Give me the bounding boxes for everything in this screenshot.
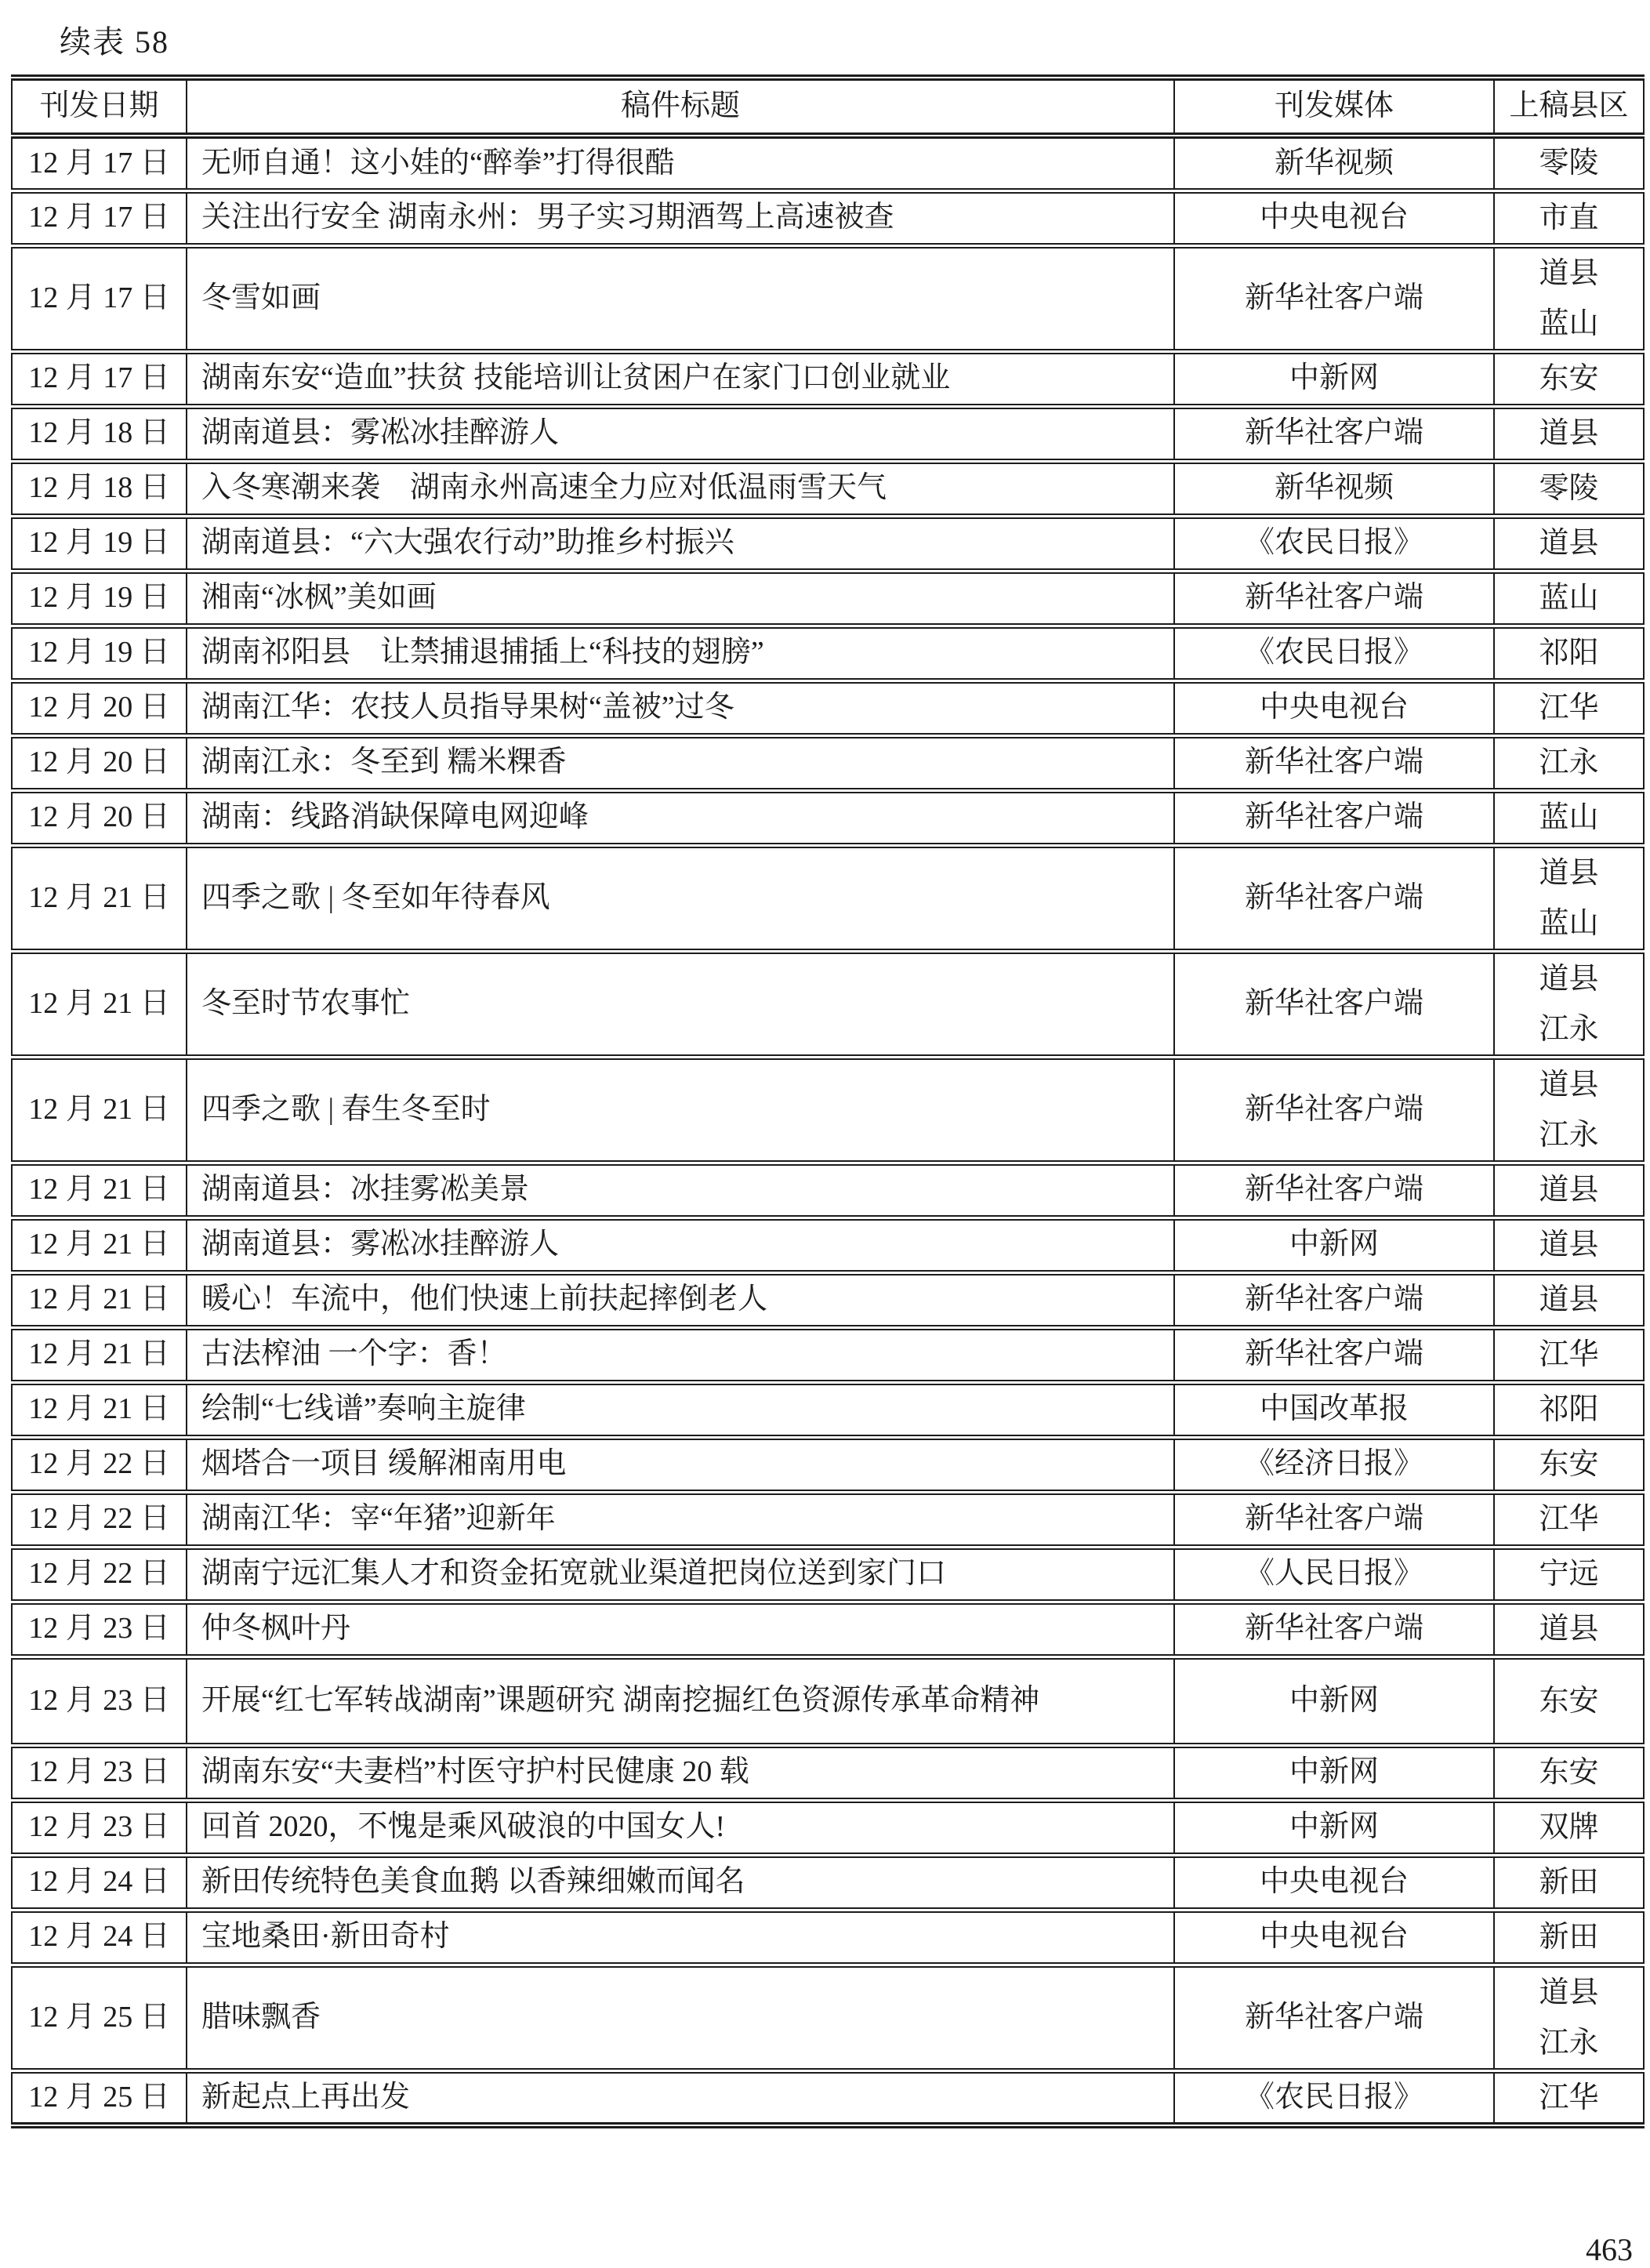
media-cell: 新华社客户端 [1174, 951, 1494, 1057]
county-line: 江永 [1539, 1012, 1599, 1046]
county-cell [1494, 1602, 1644, 1657]
title-cell: 湖南：线路消缺保障电网迎峰 [187, 790, 1174, 845]
table-row [12, 1910, 1644, 1965]
media-cell: 新华社客户端 [1174, 735, 1494, 790]
table-row [12, 626, 1644, 680]
county-line: 道县 [1539, 1613, 1599, 1646]
title-cell: 新起点上再出发 [187, 2070, 1174, 2125]
county-line: 零陵 [1539, 472, 1599, 505]
title-cell: 湖南宁远汇集人才和资金拓宽就业渠道把岗位送到家门口 [187, 1547, 1174, 1602]
date-cell: 12 月 17 日 [12, 136, 187, 191]
title-cell: 绘制“七线谱”奏响主旋律 [187, 1382, 1174, 1437]
county-line: 蓝山 [1539, 582, 1599, 615]
media-cell: 新华社客户端 [1174, 845, 1494, 951]
county-cell [1494, 461, 1644, 516]
table-row [12, 191, 1644, 245]
county-line: 东安 [1539, 1756, 1599, 1789]
county-cell [1494, 735, 1644, 790]
title-cell: 湖南江华：宰“年猪”迎新年 [187, 1492, 1174, 1547]
county-line: 道县 [1539, 1283, 1599, 1316]
table-row [12, 1602, 1644, 1657]
title-cell: 仲冬枫叶丹 [187, 1602, 1174, 1657]
county-line: 江华 [1539, 691, 1599, 724]
county-cell [1494, 1965, 1644, 2070]
title-cell: 湖南江永：冬至到 糯米粿香 [187, 735, 1174, 790]
table-row [12, 1855, 1644, 1910]
table-row [12, 1163, 1644, 1217]
date-cell: 12 月 22 日 [12, 1437, 187, 1492]
county-cell [1494, 1910, 1644, 1965]
media-cell: 《经济日报》 [1174, 1437, 1494, 1492]
county-line: 双牌 [1539, 1811, 1599, 1844]
title-cell: 古法榨油 一个字：香！ [187, 1327, 1174, 1382]
county-cell [1494, 790, 1644, 845]
date-cell: 12 月 25 日 [12, 2070, 187, 2125]
county-line: 道县 [1539, 962, 1599, 996]
title-cell: 冬雪如画 [187, 245, 1174, 351]
media-cell: 新华社客户端 [1174, 406, 1494, 461]
title-cell: 腊味飘香 [187, 1965, 1174, 2070]
county-cell [1494, 2070, 1644, 2125]
header-row [12, 78, 1644, 136]
county-cell [1494, 191, 1644, 245]
media-cell: 《农民日报》 [1174, 626, 1494, 680]
date-cell: 12 月 19 日 [12, 626, 187, 680]
title-cell: 湖南东安“夫妻档”村医守护村民健康 20 载 [187, 1745, 1174, 1800]
county-line: 祁阳 [1539, 637, 1599, 670]
media-cell: 中央电视台 [1174, 680, 1494, 735]
title-cell: 暖心！车流中，他们快速上前扶起摔倒老人 [187, 1272, 1174, 1327]
table-row [12, 1965, 1644, 2070]
date-cell: 12 月 21 日 [12, 951, 187, 1057]
title-cell: 冬至时节农事忙 [187, 951, 1174, 1057]
date-cell: 12 月 21 日 [12, 1057, 187, 1163]
county-line: 道县 [1539, 1068, 1599, 1101]
media-cell: 中央电视台 [1174, 1855, 1494, 1910]
date-cell: 12 月 20 日 [12, 680, 187, 735]
county-line: 江华 [1539, 1503, 1599, 1536]
table-row [12, 1657, 1644, 1745]
col-header-media: 刊发媒体 [1174, 78, 1494, 136]
county-line: 道县 [1539, 256, 1599, 290]
media-cell: 新华视频 [1174, 136, 1494, 191]
media-cell: 中新网 [1174, 1745, 1494, 1800]
table-row [12, 1057, 1644, 1163]
county-line: 新田 [1539, 1921, 1599, 1954]
date-cell: 12 月 18 日 [12, 461, 187, 516]
county-cell [1494, 571, 1644, 626]
table-row [12, 1272, 1644, 1327]
table-row [12, 951, 1644, 1057]
county-line: 江华 [1539, 2081, 1599, 2114]
county-line: 道县 [1539, 856, 1599, 890]
table-row [12, 2070, 1644, 2125]
table-continuation-label: 续表 58 [60, 24, 169, 60]
table-row [12, 516, 1644, 571]
table-row [12, 1800, 1644, 1855]
county-line: 道县 [1539, 417, 1599, 450]
county-line: 市直 [1539, 201, 1599, 234]
media-cell: 《人民日报》 [1174, 1547, 1494, 1602]
table-row [12, 571, 1644, 626]
media-cell: 新华社客户端 [1174, 571, 1494, 626]
county-cell [1494, 516, 1644, 571]
table-row [12, 136, 1644, 191]
date-cell: 12 月 21 日 [12, 1382, 187, 1437]
county-cell [1494, 626, 1644, 680]
county-line: 江华 [1539, 1338, 1599, 1371]
media-cell: 《农民日报》 [1174, 2070, 1494, 2125]
media-cell: 中央电视台 [1174, 191, 1494, 245]
media-cell: 中新网 [1174, 351, 1494, 406]
table-row [12, 845, 1644, 951]
date-cell: 12 月 21 日 [12, 1163, 187, 1217]
title-cell: 湖南道县：“六大强农行动”助推乡村振兴 [187, 516, 1174, 571]
table-body [12, 136, 1644, 2125]
date-cell: 12 月 21 日 [12, 1272, 187, 1327]
date-cell: 12 月 21 日 [12, 845, 187, 951]
date-cell: 12 月 23 日 [12, 1657, 187, 1745]
media-cell: 新华社客户端 [1174, 1057, 1494, 1163]
date-cell: 12 月 17 日 [12, 191, 187, 245]
table-row [12, 1382, 1644, 1437]
county-cell [1494, 1272, 1644, 1327]
county-line: 东安 [1539, 362, 1599, 395]
title-cell: 新田传统特色美食血鹅 以香辣细嫩而闻名 [187, 1855, 1174, 1910]
county-cell [1494, 680, 1644, 735]
county-line: 蓝山 [1539, 801, 1599, 834]
county-cell [1494, 1657, 1644, 1745]
table-row [12, 1492, 1644, 1547]
col-header-county: 上稿县区 [1494, 78, 1644, 136]
county-cell [1494, 1745, 1644, 1800]
county-line: 祁阳 [1539, 1393, 1599, 1426]
title-cell: 湖南江华：农技人员指导果树“盖被”过冬 [187, 680, 1174, 735]
county-line: 东安 [1539, 1448, 1599, 1481]
table-row [12, 406, 1644, 461]
title-cell: 湖南东安“造血”扶贫 技能培训让贫困户在家门口创业就业 [187, 351, 1174, 406]
date-cell: 12 月 20 日 [12, 735, 187, 790]
county-cell [1494, 1327, 1644, 1382]
county-line: 蓝山 [1539, 307, 1599, 340]
county-line: 道县 [1539, 1174, 1599, 1207]
media-cell: 《农民日报》 [1174, 516, 1494, 571]
county-line: 道县 [1539, 527, 1599, 560]
date-cell: 12 月 18 日 [12, 406, 187, 461]
media-cell: 新华社客户端 [1174, 1602, 1494, 1657]
table-row [12, 1217, 1644, 1272]
media-cell: 新华社客户端 [1174, 1492, 1494, 1547]
county-line: 蓝山 [1539, 906, 1599, 940]
date-cell: 12 月 23 日 [12, 1745, 187, 1800]
media-cell: 中新网 [1174, 1217, 1494, 1272]
table-row [12, 245, 1644, 351]
date-cell: 12 月 24 日 [12, 1910, 187, 1965]
table-row [12, 1437, 1644, 1492]
county-cell [1494, 245, 1644, 351]
media-cell: 新华社客户端 [1174, 1272, 1494, 1327]
table-row [12, 680, 1644, 735]
table-row [12, 461, 1644, 516]
table-row [12, 1327, 1644, 1382]
date-cell: 12 月 20 日 [12, 790, 187, 845]
date-cell: 12 月 21 日 [12, 1217, 187, 1272]
media-cell: 中央电视台 [1174, 1910, 1494, 1965]
county-cell [1494, 951, 1644, 1057]
media-cell: 新华社客户端 [1174, 1163, 1494, 1217]
county-cell [1494, 1855, 1644, 1910]
title-cell: 回首 2020，不愧是乘风破浪的中国女人! [187, 1800, 1174, 1855]
county-line: 江永 [1539, 1118, 1599, 1152]
title-cell: 湘南“冰枫”美如画 [187, 571, 1174, 626]
county-cell [1494, 845, 1644, 951]
title-cell: 入冬寒潮来袭 湖南永州高速全力应对低温雨雪天气 [187, 461, 1174, 516]
table-row [12, 1745, 1644, 1800]
title-cell: 湖南祁阳县 让禁捕退捕插上“科技的翅膀” [187, 626, 1174, 680]
county-line: 宁远 [1539, 1558, 1599, 1591]
title-cell: 无师自通！这小娃的“醉拳”打得很酷 [187, 136, 1174, 191]
date-cell: 12 月 23 日 [12, 1800, 187, 1855]
county-cell [1494, 351, 1644, 406]
county-cell [1494, 1800, 1644, 1855]
col-header-title: 稿件标题 [187, 78, 1174, 136]
page-number: 463 [1586, 2232, 1633, 2267]
date-cell: 12 月 21 日 [12, 1327, 187, 1382]
title-cell: 关注出行安全 湖南永州：男子实习期酒驾上高速被查 [187, 191, 1174, 245]
county-cell [1494, 1217, 1644, 1272]
date-cell: 12 月 24 日 [12, 1855, 187, 1910]
media-cell: 新华社客户端 [1174, 790, 1494, 845]
date-cell: 12 月 23 日 [12, 1602, 187, 1657]
county-line: 零陵 [1539, 147, 1599, 180]
county-line: 江永 [1539, 2026, 1599, 2059]
county-line: 新田 [1539, 1866, 1599, 1899]
county-cell [1494, 1547, 1644, 1602]
county-cell [1494, 1492, 1644, 1547]
county-cell [1494, 1163, 1644, 1217]
date-cell: 12 月 22 日 [12, 1492, 187, 1547]
date-cell: 12 月 17 日 [12, 245, 187, 351]
media-cell: 中新网 [1174, 1657, 1494, 1745]
media-cell: 新华社客户端 [1174, 1965, 1494, 2070]
table-row [12, 735, 1644, 790]
county-cell [1494, 1057, 1644, 1163]
county-line: 江永 [1539, 746, 1599, 779]
title-cell: 湖南道县：冰挂雾凇美景 [187, 1163, 1174, 1217]
county-line: 道县 [1539, 1976, 1599, 2009]
table-row [12, 1547, 1644, 1602]
table-row [12, 790, 1644, 845]
title-cell: 四季之歌 | 冬至如年待春风 [187, 845, 1174, 951]
date-cell: 12 月 25 日 [12, 1965, 187, 2070]
date-cell: 12 月 19 日 [12, 516, 187, 571]
title-cell: 开展“红七军转战湖南”课题研究 湖南挖掘红色资源传承革命精神 [187, 1657, 1174, 1745]
title-cell: 湖南道县：雾凇冰挂醉游人 [187, 406, 1174, 461]
date-cell: 12 月 22 日 [12, 1547, 187, 1602]
date-cell: 12 月 17 日 [12, 351, 187, 406]
media-cell: 新华社客户端 [1174, 1327, 1494, 1382]
county-line: 道县 [1539, 1228, 1599, 1261]
col-header-date: 刊发日期 [12, 78, 187, 136]
table-header [12, 78, 1644, 136]
county-cell [1494, 406, 1644, 461]
county-line: 东安 [1539, 1684, 1599, 1718]
media-cell: 中新网 [1174, 1800, 1494, 1855]
media-cell: 中国改革报 [1174, 1382, 1494, 1437]
date-cell: 12 月 19 日 [12, 571, 187, 626]
county-cell [1494, 136, 1644, 191]
media-cell: 新华视频 [1174, 461, 1494, 516]
title-cell: 四季之歌 | 春生冬至时 [187, 1057, 1174, 1163]
county-cell [1494, 1437, 1644, 1492]
title-cell: 湖南道县：雾凇冰挂醉游人 [187, 1217, 1174, 1272]
media-cell: 新华社客户端 [1174, 245, 1494, 351]
county-cell [1494, 1382, 1644, 1437]
title-cell: 宝地桑田·新田奇村 [187, 1910, 1174, 1965]
table-row [12, 351, 1644, 406]
articles-table [11, 74, 1645, 2128]
title-cell: 烟塔合一项目 缓解湘南用电 [187, 1437, 1174, 1492]
